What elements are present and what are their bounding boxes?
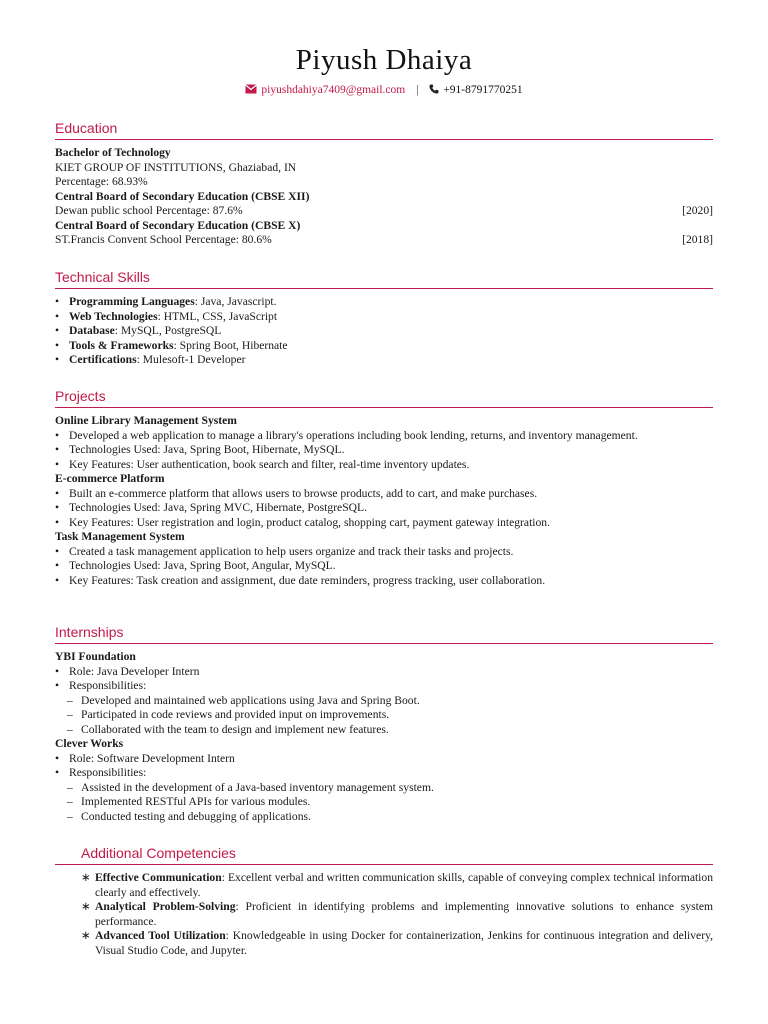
education-year: [2020] bbox=[682, 204, 713, 217]
candidate-name: Piyush Dhaiya bbox=[295, 44, 473, 76]
list-item bbox=[55, 929, 713, 958]
project-bullets bbox=[55, 545, 713, 589]
competencies-list bbox=[55, 871, 713, 958]
list-item bbox=[55, 324, 713, 339]
skill-label: Certifications bbox=[69, 353, 137, 366]
contact-line bbox=[55, 84, 713, 97]
list-item: • Key Features: User registration and login, product catalog, shopping cart, payment gateway integration. bbox=[55, 516, 713, 531]
skill-label: Tools & Frameworks bbox=[69, 338, 174, 352]
list-item: • Role: Java Developer Intern bbox=[55, 665, 713, 680]
company-name: YBI Foundation bbox=[55, 650, 136, 663]
section-title: Additional Competencies bbox=[55, 845, 713, 865]
list-item bbox=[55, 310, 713, 325]
phone-number: +91-8791770251 bbox=[443, 84, 523, 96]
education-institution: KIET GROUP OF INSTITUTIONS, Ghaziabad, IN bbox=[55, 160, 297, 174]
envelope-icon bbox=[245, 84, 257, 97]
list-item: • Technologies Used: Java, Spring Boot, Hibernate, MySQL. bbox=[55, 443, 713, 458]
skill-label: Database bbox=[69, 324, 115, 337]
project-bullets bbox=[55, 429, 713, 473]
list-item: • Created a task management application to help users organize and track their tasks and projects. bbox=[55, 545, 713, 560]
skill-value: : MySQL, PostgreSQL bbox=[114, 324, 222, 337]
skills-section bbox=[55, 269, 713, 368]
competencies-section bbox=[55, 845, 713, 958]
education-degree: Central Board of Secondary Education (CBSE X) bbox=[55, 218, 301, 232]
list-item bbox=[55, 295, 713, 310]
internships-section bbox=[55, 624, 713, 824]
education-row bbox=[55, 233, 713, 248]
skill-label: Web Technologies bbox=[69, 309, 158, 323]
project-name: Online Library Management System bbox=[55, 414, 237, 427]
project-name: Task Management System bbox=[55, 530, 185, 543]
list-item: – Developed and maintained web applications using Java and Spring Boot. bbox=[55, 694, 713, 709]
phone-icon bbox=[429, 84, 439, 97]
education-year: [2018] bbox=[682, 233, 713, 246]
list-item: – Conducted testing and debugging of applications. bbox=[55, 810, 713, 825]
education-section bbox=[55, 120, 713, 248]
competency-label: Analytical Problem-Solving bbox=[95, 900, 236, 913]
list-item: • Responsibilities: bbox=[55, 679, 713, 694]
list-item: • Developed a web application to manage a library's operations including book lending, returns, and inventory management. bbox=[55, 429, 713, 444]
internship-details bbox=[55, 752, 713, 825]
project-name: E-commerce Platform bbox=[55, 472, 165, 485]
competency-value: : Proficient in identifying problems and implementing innovative solutions to enhance system performance. bbox=[95, 900, 713, 928]
competency-value: : Excellent verbal and written communication skills, capable of conveying complex technical information clearly and effectively. bbox=[95, 871, 713, 899]
list-item: – Collaborated with the team to design and implement new features. bbox=[55, 723, 713, 738]
list-item: – Participated in code reviews and provided input on improvements. bbox=[55, 708, 713, 723]
education-detail: ST.Francis Convent School Percentage: 80.6% bbox=[55, 233, 272, 246]
section-title: Projects bbox=[55, 388, 713, 408]
skill-value: : Spring Boot, Hibernate bbox=[173, 338, 288, 352]
education-degree: Central Board of Secondary Education (CBSE XII) bbox=[55, 189, 310, 203]
competency-value: : Knowledgeable in using Docker for containerization, Jenkins for continuous integration and delivery, Visual Studio Code, and Jupyter. bbox=[95, 929, 714, 957]
education-degree: Bachelor of Technology bbox=[55, 146, 171, 159]
section-title: Internships bbox=[55, 624, 713, 644]
competency-label: Effective Communication bbox=[95, 871, 222, 884]
education-detail: Percentage: 68.93% bbox=[55, 175, 148, 188]
education-row bbox=[55, 204, 713, 219]
skill-value: : Java, Javascript. bbox=[194, 295, 277, 308]
list-item: • Key Features: Task creation and assignment, due date reminders, progress tracking, user collaboration. bbox=[55, 574, 713, 589]
list-item: • Technologies Used: Java, Spring Boot, Angular, MySQL. bbox=[55, 559, 713, 574]
skill-value: : HTML, CSS, JavaScript bbox=[157, 309, 278, 323]
competency-label: Advanced Tool Utilization bbox=[95, 929, 226, 942]
skill-label: Programming Languages bbox=[69, 295, 195, 308]
list-item: • Built an e-commerce platform that allows users to browse products, add to cart, and make purchases. bbox=[55, 487, 713, 502]
projects-section bbox=[55, 388, 713, 588]
education-detail: Dewan public school Percentage: 87.6% bbox=[55, 204, 243, 217]
email-link[interactable]: piyushdahiya7409@gmail.com bbox=[261, 84, 406, 96]
section-title: Technical Skills bbox=[55, 269, 713, 289]
list-item: – Assisted in the development of a Java-based inventory management system. bbox=[55, 781, 713, 796]
skill-value: : Mulesoft-1 Developer bbox=[136, 353, 246, 366]
list-item: • Role: Software Development Intern bbox=[55, 752, 713, 767]
skills-list bbox=[55, 295, 713, 368]
list-item bbox=[55, 900, 713, 929]
list-item: • Key Features: User authentication, book search and filter, real-time inventory updates. bbox=[55, 458, 713, 473]
company-name: Clever Works bbox=[55, 737, 124, 750]
project-bullets bbox=[55, 487, 713, 531]
list-item bbox=[55, 353, 713, 368]
section-title: Education bbox=[55, 120, 713, 140]
list-item: • Responsibilities: bbox=[55, 766, 713, 781]
internship-details bbox=[55, 665, 713, 738]
contact-separator: | bbox=[416, 84, 419, 96]
list-item bbox=[55, 871, 713, 900]
list-item: • Technologies Used: Java, Spring MVC, Hibernate, PostgreSQL. bbox=[55, 501, 713, 516]
list-item bbox=[55, 339, 713, 354]
list-item: – Implemented RESTful APIs for various modules. bbox=[55, 795, 713, 810]
